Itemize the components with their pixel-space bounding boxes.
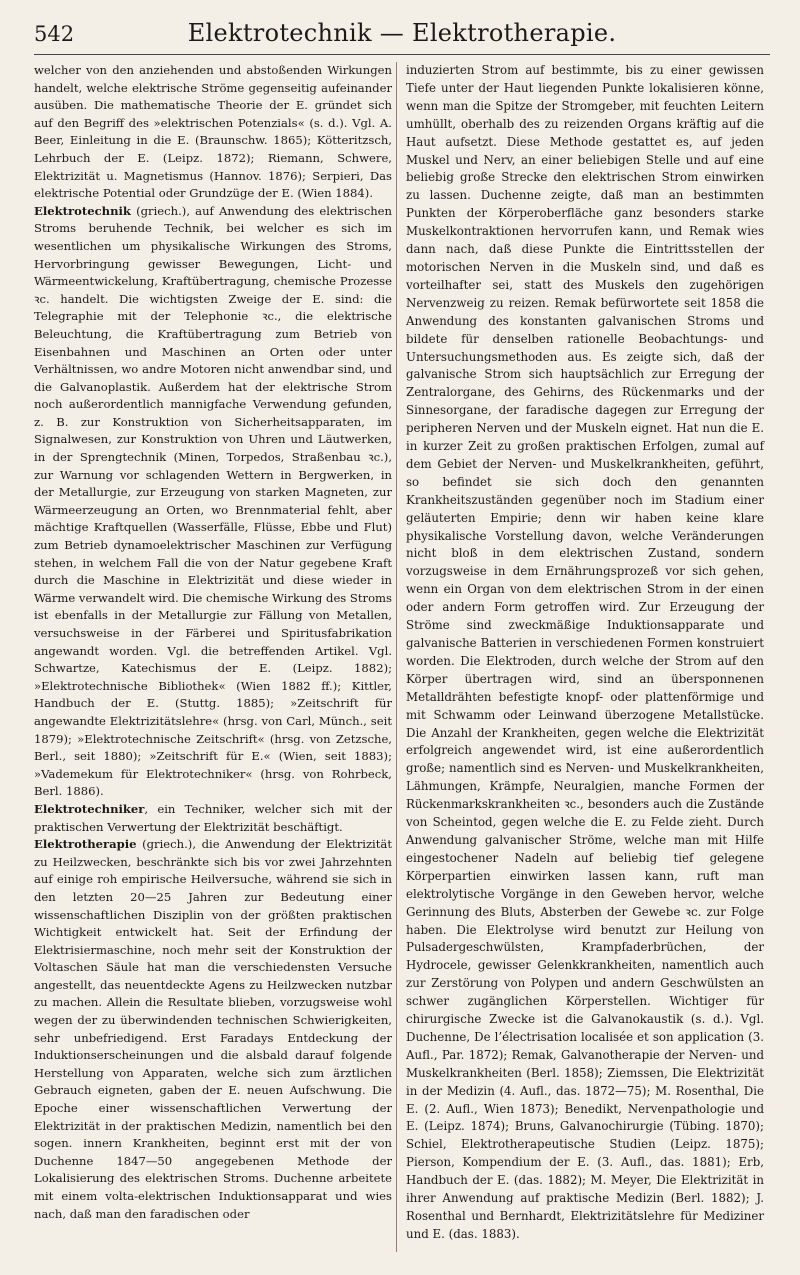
entry-elektrotherapie-continued (406, 62, 764, 1244)
entry-headword: Elektrotherapie (34, 837, 137, 852)
entry-text: , ein Techniker, welcher sich mit der praktischen Verwertung der Elektrizität beschäftigt. (34, 801, 392, 834)
left-column (34, 62, 392, 1223)
right-column (406, 62, 764, 1244)
entry-text: welcher von den anziehenden und abstoßenden Wirkungen handelt, welche elektrische Ströme gegenseitig aufeinander ausüben. Die mathematische Theorie der E. gründet sich auf den Begriff des »elektrischen Potenzials« (s. d.). Vgl. A. Beer, Einleitung in die E. (Braunschw. 1865); Kötteritzsch, Lehrbuch der E. (Leipz. 1872); Riemann, Schwere, Elektrizität u. Magnetismus (Hannov. 1876); Serpieri, Das elektrische Potential oder Grundzüge der E. (Wien 1884). (34, 63, 392, 201)
page-header (34, 14, 770, 55)
running-title: Elektrotechnik — Elektrotherapie. (187, 19, 617, 47)
entry-headword: Elektrotechnik (34, 203, 131, 218)
entry-elektrotherapie (34, 836, 392, 1223)
entry-text: (griech.), auf Anwendung des elektrischen Stroms beruhende Technik, bei welcher es sich im wesentlichen um physikalische Wirkungen des Stroms, Hervorbringung gewisser Bewegungen, Licht- und Wärmeentwickelung, Kraftübertragung, chemische Prozesse ꝛc. handelt. Die wichtigsten Zweige der E. sind: die Telegraphie mit der Telephonie ꝛc., die elektrische Beleuchtung, die Kraftübertragung zum Betrieb von Eisenbahnen und Maschinen an Orten oder unter Verhältnissen, wo andre Motoren nicht anwendbar sind, und die Galvanoplastik. Außerdem hat der elektrische Strom noch außerordentlich mannigfache Verwendung gefunden, z. B. zur Konstruktion von Sicherheitsapparaten, im Signalwesen, zur Konstruktion von Uhren und Läutwerken, in der Sprengtechnik (Minen, Torpedos, Straßenbau ꝛc.), zur Warnung vor schlagenden Wettern in Bergwerken, in der Metallurgie, zur Erzeugung von starken Magneten, zur Wärmeerzeugung an Orten, wo Brennmaterial fehlt, aber mächtige Kraftquellen (Wasserfälle, Flüsse, Ebbe und Flut) zum Betrieb dynamoelektrischer Maschinen zur Verfügung stehen, in welchem Fall die von der Natur gegebene Kraft durch die Maschine in Elektrizität und diese wieder in Wärme verwandelt wird. Die chemische Wirkung des Stroms ist ebenfalls in der Metallurgie zur Fällung von Metallen, versuchsweise in der Färberei und Spiritusfabrikation angewandt worden. Vgl. die betreffenden Artikel. Vgl. Schwartze, Katechismus der E. (Leipz. 1882); »Elektrotechnische Bibliothek« (Wien 1882 ff.); Kittler, Handbuch der E. (Stuttg. 1885); »Zeitschrift für angewandte Elektrizitätslehre« (hrsg. von Carl, Münch., seit 1879); »Elektrotechnische Zeitschrift« (hrsg. von Zetzsche, Berl., seit 1880); »Zeitschrift für E.« (Wien, seit 1883); »Vademekum für Elektrotechniker« (hrsg. von Rohrbeck, Berl. 1886). (34, 203, 393, 799)
entry-headword: Elektrotechniker (34, 801, 145, 816)
entry-elektrotechnik (34, 203, 392, 801)
page-number: 542 (34, 22, 75, 46)
entry-text: induzierten Strom auf bestimmte, bis zu einer gewissen Tiefe unter der Haut liegenden Punkte lokalisieren könne, wenn man die Spitze der Stromgeber, mit feuchten Leitern umhüllt, oberhalb des zu reizenden Organs kräftig auf die Haut aufsetzt. Diese Methode gestattet es, auf jeden Muskel und Nerv, an einer beliebigen Stelle und auf eine beliebig große Strecke den elektrischen Strom einwirken zu lassen. Duchenne zeigte, daß man an bestimmten Punkten der Körperoberfläche ganz besonders starke Muskelkontraktionen hervorrufen kann, und Remak wies dann nach, daß diese Punkte die Eintrittsstellen der motorischen Nerven in die Muskeln sind, und daß es vorteilhafter sei, statt des Muskels den zugehörigen Nervenzweig zu reizen. Remak befürwortete seit 1858 die Anwendung des konstanten galvanischen Stroms und bildete für denselben rationelle Beobachtungs- und Untersuchungsmethoden aus. Es zeigte sich, daß der galvanische Strom sich hauptsächlich zur Erregung der Zentralorgane, des Gehirns, des Rückenmarks und der Sinnesorgane, der faradische dagegen zur Erregung der peripheren Nerven und der Muskeln eignet. Hat nun die E. in kurzer Zeit zu großen praktischen Erfolgen, zumal auf dem Gebiet der Nerven- und Muskelkrankheiten, geführt, so befindet sie sich doch den genannten Krankheitszuständen gegenüber noch im Stadium einer geläuterten Empirie; denn wir haben keine klare physikalische Vorstellung davon, welche Veränderungen nicht bloß in dem elektrischen Zustand, sondern vorzugsweise in dem Ernährungsprozeß vor sich gehen, wenn ein Organ von dem elektrischen Strom in der einen oder andern Form getroffen wird. Zur Erzeugung der Ströme sind zweckmäßige Induktionsapparate und galvanische Batterien in verschiedenen Formen konstruiert worden. Die Elektroden, durch welche der Strom auf den Körper übertragen wird, sind an übersponnenen Metalldrähten befestigte knopf- oder plattenförmige und mit Schwamm oder Leinwand überzogene Metallstücke. Die Anzahl der Krankheiten, gegen welche die Elektrizität erfolgreich angewendet wird, ist eine außerordentlich große; namentlich sind es Nerven- und Muskelkrankheiten, Lähmungen, Krämpfe, Neuralgien, manche Formen der Rückenmarkskrankheiten ꝛc., besonders auch die Zustände von Scheintod, gegen welche die E. zu Felde zieht. Durch Anwendung galvanischer Ströme, welche man mit Hilfe eingestochener Nadeln auf beliebig tief gelegene Körperpartien einwirken lassen kann, ruft man elektrolytische Vorgänge in den Geweben hervor, welche Gerinnung des Bluts, Absterben der Gewebe ꝛc. zur Folge haben. Die Elektrolyse wird benutzt zur Heilung von Pulsadergeschwülsten, Krampfaderbrüchen, der Hydrocele, gewisser Gelenkkrankheiten, namentlich auch zur Zerstörung von Polypen und andern Geschwülsten an schwer zugänglichen Körperstellen. Wichtiger für chirurgische Zwecke ist die Galvanokaustik (s. d.). Vgl. Duchenne, De l’électrisation localisée et son application (3. Aufl., Par. 1872); Remak, Galvanotherapie der Nerven- und Muskelkrankheiten (Berl. 1858); Ziemssen, Die Elektrizität in der Medizin (4. Aufl., das. 1872—75); M. Rosenthal, Die E. (2. Aufl., Wien 1873); Benedikt, Nervenpathologie und E. (Leipz. 1874); Bruns, Galvanochirurgie (Tübing. 1870); Schiel, Elektrotherapeutische Studien (Leipz. 1875); Pierson, Kompendium der E. (3. Aufl., das. 1881); Erb, Handbuch der E. (das. 1882); M. Meyer, Die Elektrizität in ihrer Anwendung auf praktische Medizin (Berl. 1882); J. Rosenthal und Bernhardt, Elektrizitätslehre für Mediziner und E. (das. 1883). (406, 63, 764, 1241)
column-divider (396, 62, 397, 1252)
entry-continuation (34, 62, 392, 203)
entry-elektrotechniker (34, 801, 392, 836)
entry-text: (griech.), die Anwendung der Elektrizität zu Heilzwecken, beschränkte sich bis vor zwei Jahrzehnten auf einige roh empirische Heilversuche, während sie sich in den letzten 20—25 Jahren zur Bedeutung einer wissenschaftlichen Disziplin von der größten praktischen Wichtigkeit entwickelt hat. Seit der Erfindung der Elektrisiermaschine, noch mehr seit der Konstruktion der Voltaschen Säule hat man die verschiedensten Versuche angestellt, das neuentdeckte Agens zu Heilzwecken nutzbar zu machen. Allein die Resultate blieben, vorzugsweise wohl wegen der zu überwindenden technischen Schwierigkeiten, sehr unbefriedigend. Erst Faradays Entdeckung der Induktionserscheinungen und die alsbald darauf folgende Herstellung von Apparaten, welche sich zum ärztlichen Gebrauch eigneten, gaben der E. neuen Aufschwung. Die Epoche einer wissenschaftlichen Verwertung der Elektrizität in der praktischen Medizin, namentlich bei den sogen. innern Krankheiten, beginnt erst mit der von Duchenne 1847—50 angegebenen Methode der Lokalisierung des elektrischen Stroms. Duchenne arbeitete mit einem volta-elektrischen Induktionsapparat und wies nach, daß man den faradischen oder (34, 837, 392, 1221)
